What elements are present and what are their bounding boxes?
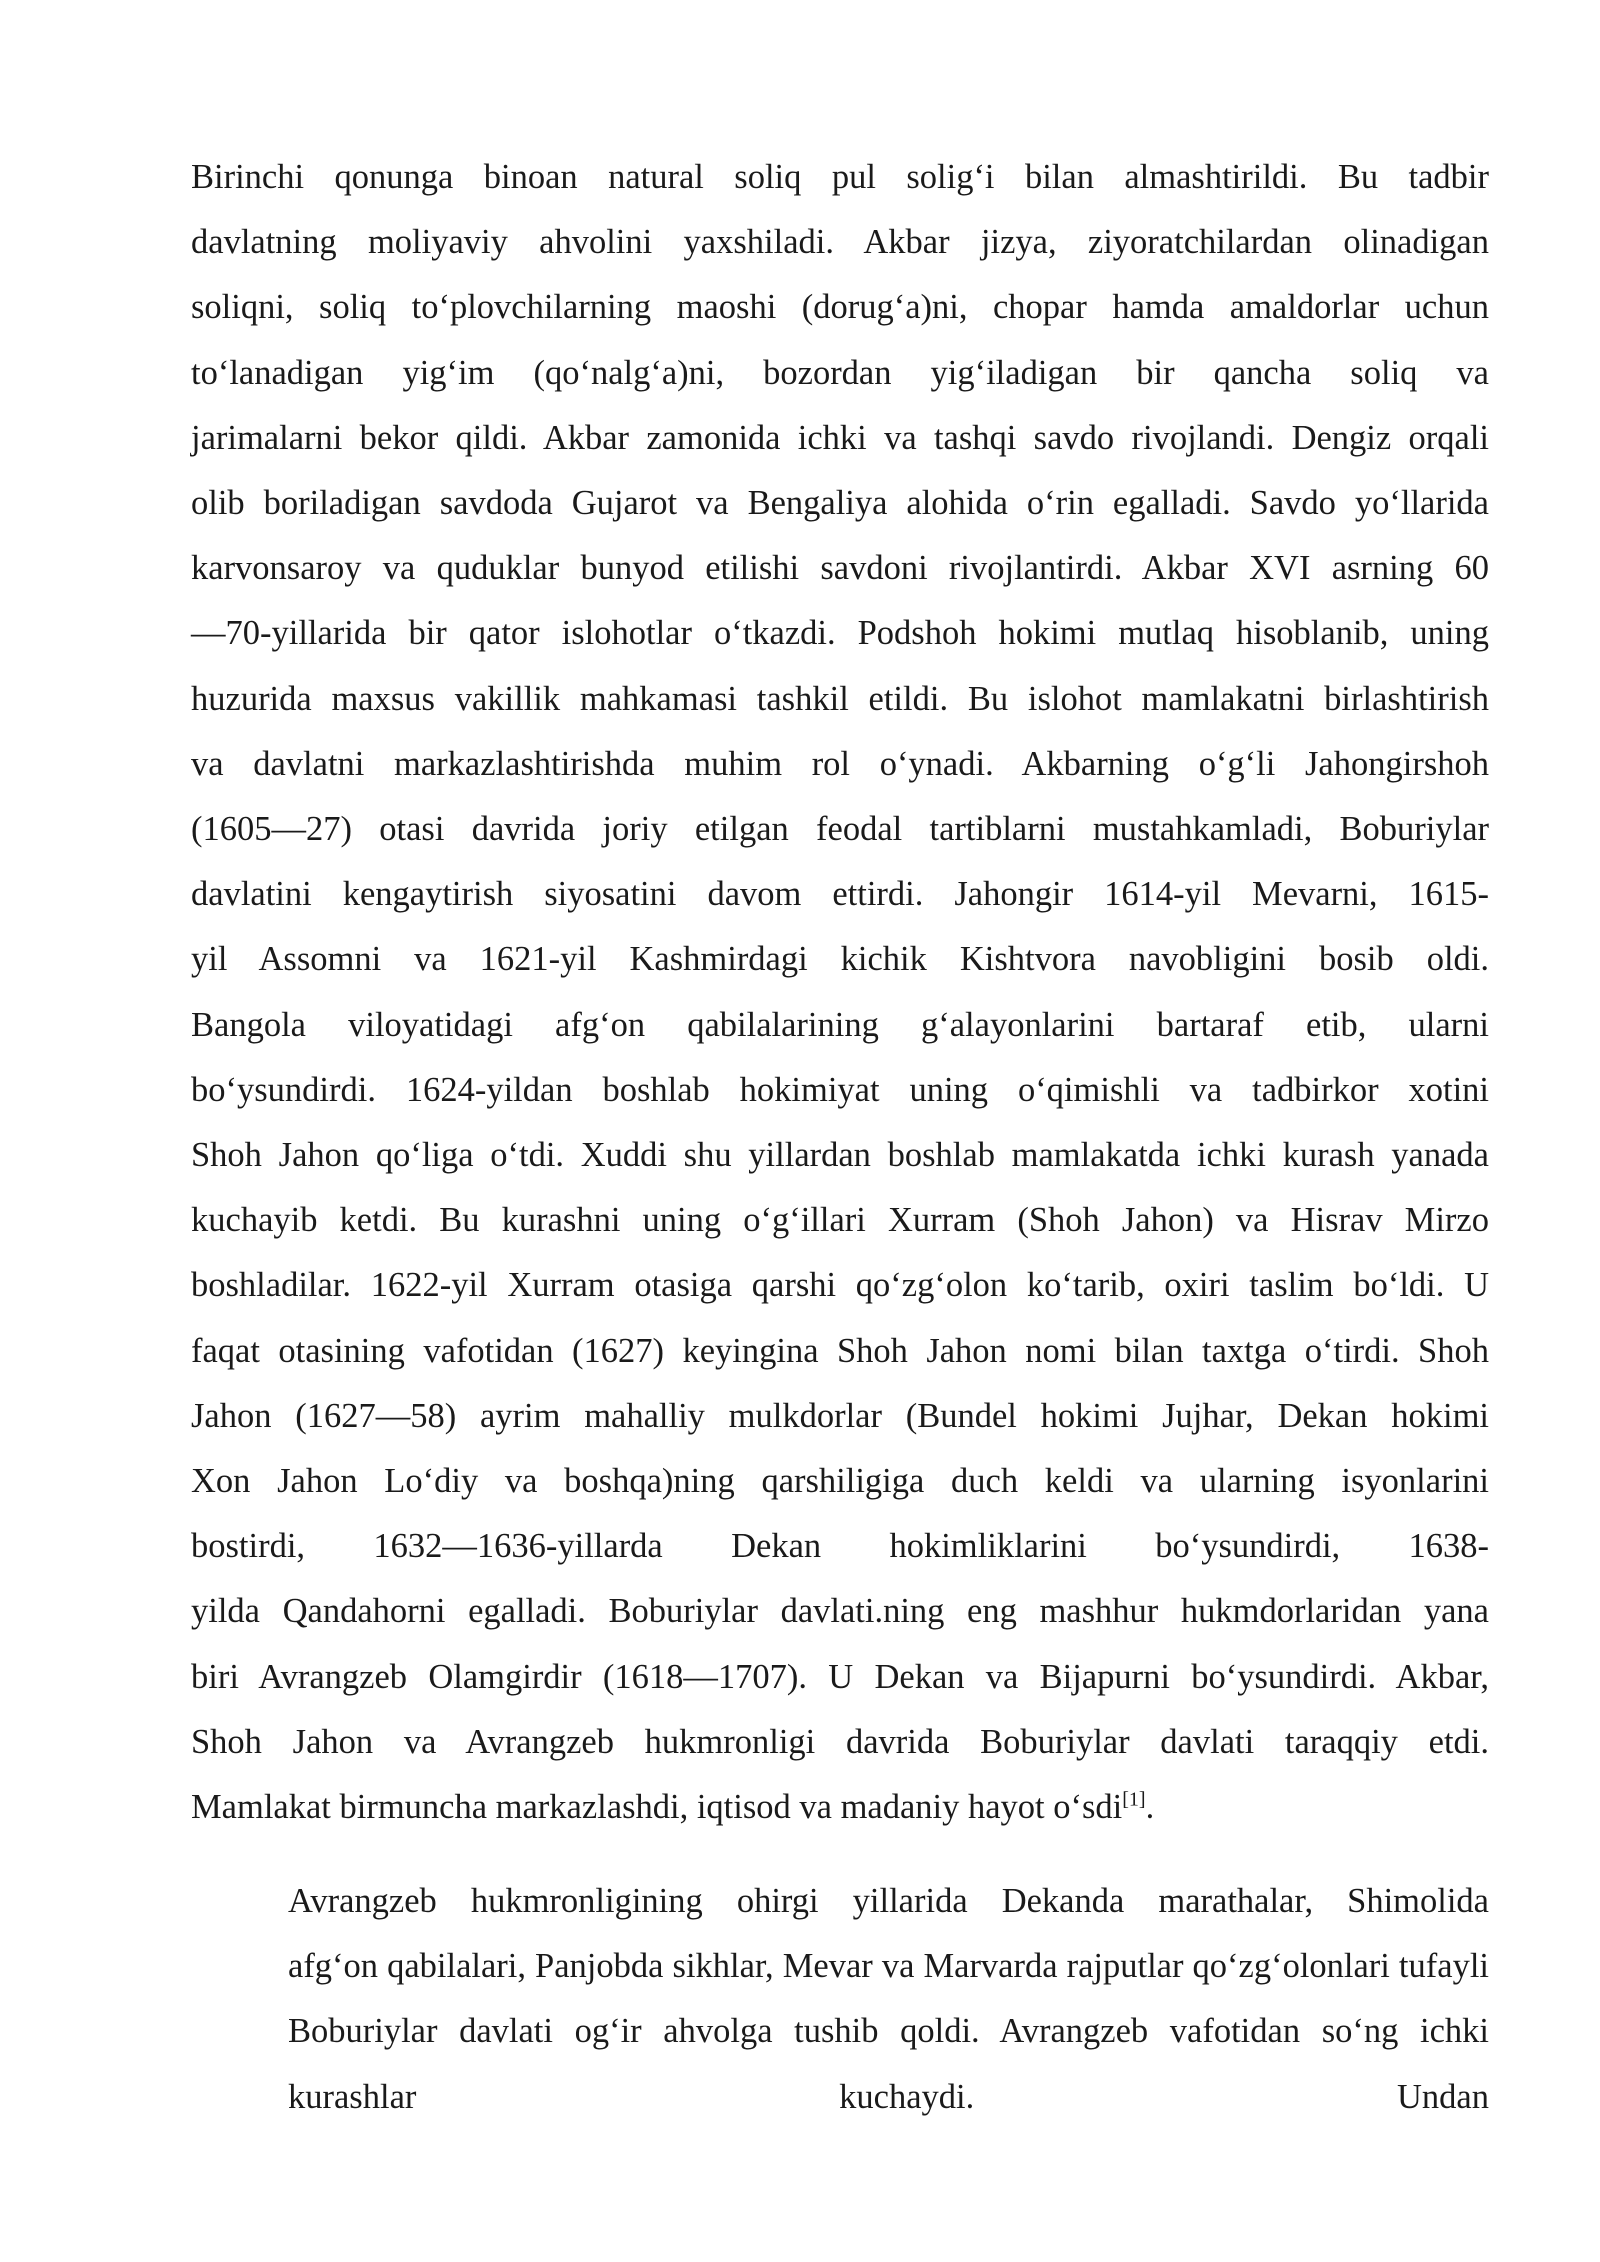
paragraph-1 [191, 145, 1489, 1840]
text-line-content: Mamlakat birmuncha markazlashdi, iqtisod va madaniy hayot o‘sdi [191, 1788, 1123, 1827]
text-line: (1605—27) otasi davrida joriy etilgan feodal tartiblarni mustahkamladi, Boburiylar [191, 810, 1489, 849]
text-line: davlatning moliyaviy ahvolini yaxshiladi. Akbar jizya, ziyoratchilardan olinadigan [191, 223, 1489, 262]
text-line: olib boriladigan savdoda Gujarot va Bengaliya alohida o‘rin egalladi. Savdo yo‘llarida [191, 484, 1489, 523]
text-line: boshladilar. 1622-yil Xurram otasiga qarshi qo‘zg‘olon ko‘tarib, oxiri taslim bo‘ldi. U [191, 1266, 1489, 1305]
text-line: karvonsaroy va quduklar bunyod etilishi savdoni rivojlantirdi. Akbar XVI asrning 60 [191, 549, 1489, 588]
text-line-last [191, 1775, 1489, 1840]
text-line: Avrangzeb hukmronligining ohirgi yillarida Dekanda marathalar, Shimolida [288, 1882, 1489, 1920]
text-line: —70-yillarida bir qator islohotlar o‘tkazdi. Podshoh hokimi mutlaq hisoblanib, uning [191, 614, 1489, 653]
paragraph-2 [191, 1869, 1489, 2130]
text-line: jarimalarni bekor qildi. Akbar zamonida ichki va tashqi savdo rivojlandi. Dengiz orqali [191, 418, 1489, 457]
text-line: Xon Jahon Lo‘diy va boshqa)ning qarshiligiga duch keldi va ularning isyonlarini [191, 1462, 1489, 1501]
footnote-reference[interactable]: [1] [1122, 1788, 1146, 1811]
text-line: faqat otasining vafotidan (1627) keyingina Shoh Jahon nomi bilan taxtga o‘tirdi. Shoh [191, 1331, 1489, 1370]
text-line: to‘lanadigan yig‘im (qo‘nalg‘a)ni, bozordan yig‘iladigan bir qancha soliq va [191, 353, 1489, 392]
text-line: bo‘ysundirdi. 1624-yildan boshlab hokimiyat uning o‘qimishli va tadbirkor xotini [191, 1070, 1489, 1109]
text-line: kurashlar kuchaydi. Undan [288, 2077, 1489, 2116]
text-line: kuchayib ketdi. Bu kurashni uning o‘g‘illari Xurram (Shoh Jahon) va Hisrav Mirzo [191, 1201, 1489, 1240]
text-line: Shoh Jahon qo‘liga o‘tdi. Xuddi shu yillardan boshlab mamlakatda ichki kurash yanada [191, 1136, 1489, 1175]
text-line: va davlatni markazlashtirishda muhim rol o‘ynadi. Akbarning o‘g‘li Jahongirshoh [191, 744, 1489, 783]
text-line: Jahon (1627—58) ayrim mahalliy mulkdorlar (Bundel hokimi Jujhar, Dekan hokimi [191, 1396, 1489, 1435]
text-line: Boburiylar davlati og‘ir ahvolga tushib qoldi. Avrangzeb vafotidan so‘ng ichki [288, 2012, 1489, 2051]
sentence-end: . [1145, 1788, 1155, 1827]
text-line: Bangola viloyatidagi afg‘on qabilalarining g‘alayonlarini bartaraf etib, ularni [191, 1005, 1489, 1044]
text-line: yil Assomni va 1621-yil Kashmirdagi kichik Kishtvora navobligini bosib oldi. [191, 940, 1489, 979]
text-line: bostirdi, 1632—1636-yillarda Dekan hokimliklarini bo‘ysundirdi, 1638- [191, 1527, 1489, 1566]
text-line: Shoh Jahon va Avrangzeb hukmronligi davrida Boburiylar davlati taraqqiy etdi. [191, 1722, 1489, 1761]
text-line: huzurida maxsus vakillik mahkamasi tashkil etildi. Bu islohot mamlakatni birlashtirish [191, 679, 1489, 718]
text-line: afg‘on qabilalari, Panjobda sikhlar, Mevar va Marvarda rajputlar qo‘zg‘olonlari tufayli [288, 1947, 1489, 1986]
text-line: biri Avrangzeb Olamgirdir (1618—1707). U Dekan va Bijapurni bo‘ysundirdi. Akbar, [191, 1657, 1489, 1696]
text-line: davlatini kengaytirish siyosatini davom ettirdi. Jahongir 1614-yil Mevarni, 1615- [191, 875, 1489, 914]
text-line: yilda Qandahorni egalladi. Boburiylar davlati.ning eng mashhur hukmdorlaridan yana [191, 1592, 1489, 1631]
text-line: soliqni, soliq to‘plovchilarning maoshi (dorug‘a)ni, chopar hamda amaldorlar uchun [191, 288, 1489, 327]
text-line: Birinchi qonunga binoan natural soliq pul solig‘i bilan almashtirildi. Bu tadbir [191, 158, 1489, 196]
